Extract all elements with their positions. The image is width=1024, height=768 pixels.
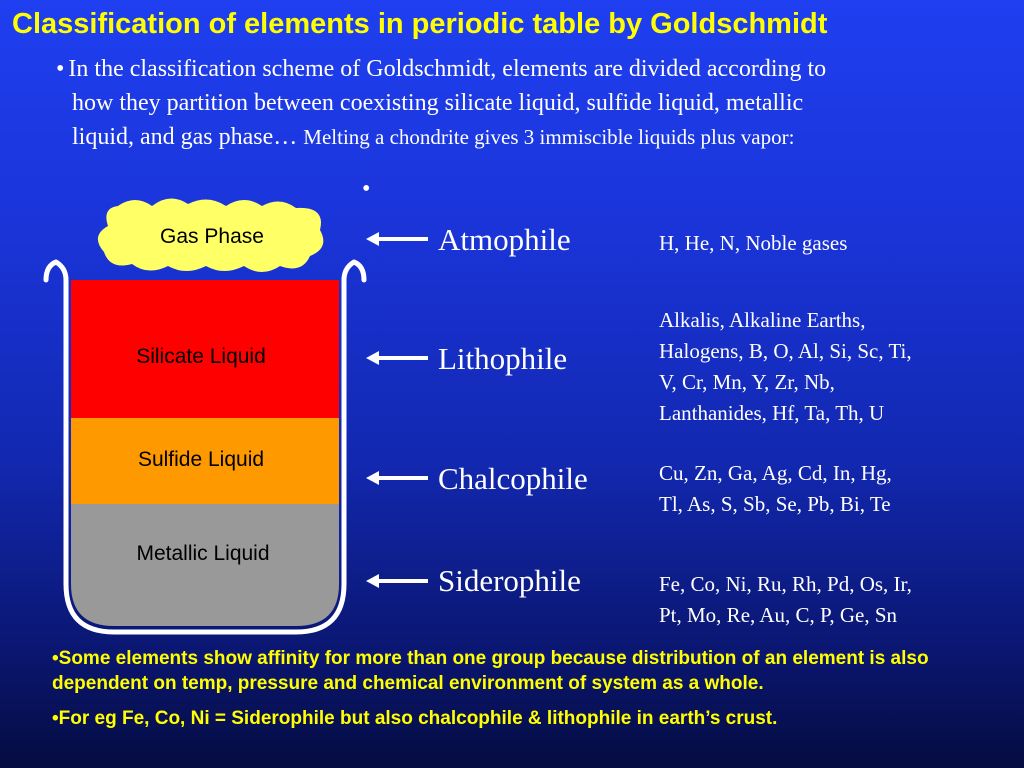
note-affinity: •Some elements show affinity for more than one group because distribution of an element is also dependent on temp, pressure and chemical environment of system as a whole.	[52, 648, 929, 694]
intro-line-3-small: Melting a chondrite gives 3 immiscible liquids plus vapor:	[303, 125, 795, 149]
intro-paragraph	[56, 52, 986, 154]
group-chalcophile: Chalcophile	[438, 461, 588, 496]
group-siderophile: Siderophile	[438, 563, 581, 598]
sulfide-liquid-label: Sulfide Liquid	[137, 448, 265, 471]
element-line: H, He, N, Noble gases	[659, 231, 848, 255]
intro-line-1: In the classification scheme of Goldschmidt, elements are divided according to	[68, 56, 827, 82]
footnotes	[52, 646, 1012, 731]
atmophile-arrow-icon	[366, 229, 430, 249]
element-line: Lanthanides, Hf, Ta, Th, U	[659, 401, 885, 425]
element-line: Tl, As, S, Sb, Se, Pb, Bi, Te	[659, 492, 891, 516]
element-line: Alkalis, Alkaline Earths,	[659, 308, 866, 332]
lithophile-elements	[659, 305, 1019, 429]
element-line: Pt, Mo, Re, Au, C, P, Ge, Sn	[659, 603, 898, 627]
silicate-liquid-label: Silicate Liquid	[136, 345, 266, 368]
chalcophile-elements	[659, 458, 1019, 520]
chalcophile-arrow-icon	[366, 468, 430, 488]
bullet: •	[56, 56, 65, 82]
beaker-diagram	[40, 196, 370, 638]
atmophile-elements	[659, 228, 1019, 259]
element-line: Cu, Zn, Ga, Ag, Cd, In, Hg,	[659, 461, 892, 485]
intro-line-3	[56, 120, 986, 154]
intro-line-3-main: liquid, and gas phase…	[72, 124, 298, 150]
stray-bullet: •	[362, 176, 371, 202]
metallic-liquid-label: Metallic Liquid	[136, 542, 270, 565]
note-example: •For eg Fe, Co, Ni = Siderophile but also chalcophile & lithophile in earth’s crust.	[52, 708, 778, 729]
gas-phase-label: Gas Phase	[160, 225, 264, 248]
element-line: V, Cr, Mn, Y, Zr, Nb,	[659, 370, 835, 394]
siderophile-elements	[659, 569, 1019, 631]
siderophile-arrow-icon	[366, 571, 430, 591]
lithophile-arrow-icon	[366, 348, 430, 368]
group-atmophile: Atmophile	[438, 222, 571, 257]
intro-line-2: how they partition between coexisting silicate liquid, sulfide liquid, metallic	[72, 90, 804, 116]
slide-title: Classification of elements in periodic table by Goldschmidt	[12, 8, 828, 40]
element-line: Fe, Co, Ni, Ru, Rh, Pd, Os, Ir,	[659, 572, 912, 596]
element-line: Halogens, B, O, Al, Si, Sc, Ti,	[659, 339, 912, 363]
group-lithophile: Lithophile	[438, 341, 568, 376]
